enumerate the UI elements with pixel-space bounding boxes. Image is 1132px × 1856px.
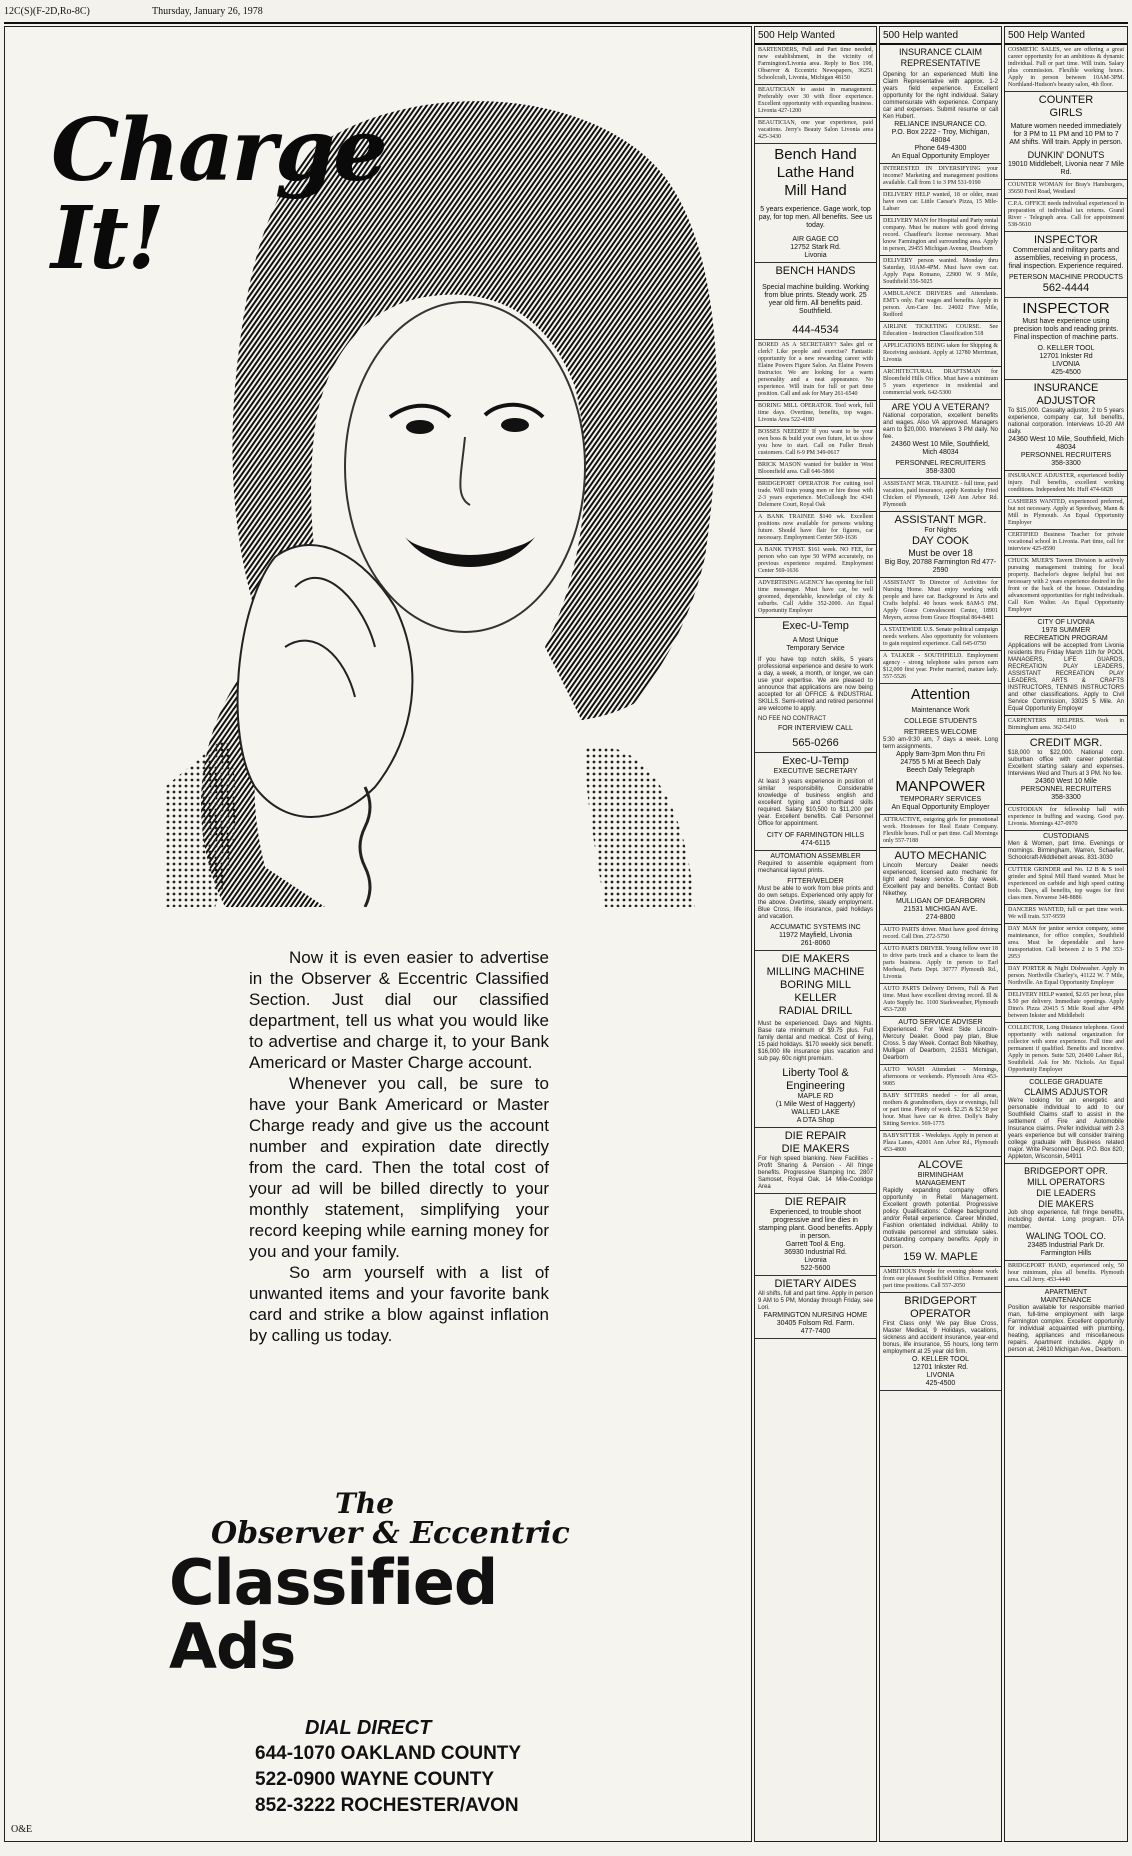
ad-body: Commercial and military parts and assemblies, receiving in process, final inspection. Experience required.	[1008, 247, 1124, 270]
ad-title: FITTER/WELDER	[787, 878, 844, 885]
ad-title: Exec-U-Temp	[782, 755, 849, 767]
classified-entry: CASHIERS WANTED, experienced preferred, but not necessary. Apply at Speedway, Mann & Mill in Plymouth. An Equal Opportunity Employer	[1005, 497, 1127, 530]
ad-phone: Phone 649-4300	[914, 145, 967, 152]
column-heading: 500 Help wanted	[880, 27, 1001, 45]
ad-note: Apply 9am-3pm Mon thru Fri	[896, 751, 985, 758]
ad-body: We're looking for an energetic and personable individual to add to our Southfield Claims staff to assist in the settlement of Fire and Automobile Insurance claims. Prefer individual with 2-3 years experience but will consider training college graduate with Business related major. Write Personnel Dept. P.O. Box 820, Appleton, Wisconsin, 54911	[1008, 1098, 1124, 1160]
display-ad-bench-hand	[755, 144, 876, 263]
classified-entry: AUTO WASH Attendant - Mornings, afternoons or weekends. Plymouth Area 453-9085	[880, 1065, 1001, 1091]
ad-phone: 565-0266	[792, 737, 839, 749]
classified-entry: DAY MAN for janitor service company, some maintenance, for office complex, Southfield area. Must be dependable and have transportation. Call between 2 to 5 PM 353-2953	[1005, 924, 1127, 964]
ad-company: PERSONNEL RECRUITERS	[895, 460, 986, 467]
ad-title: AUTO MECHANIC	[894, 850, 987, 862]
ad-address: MAPLE RD	[797, 1093, 834, 1100]
ad-city: WALLED LAKE	[791, 1109, 840, 1116]
logo-the: The	[335, 1487, 395, 1520]
ad-phone: 477-7400	[800, 1328, 831, 1335]
ad-phone: 425-4500	[1051, 369, 1081, 376]
ad-subtitle: Temporary Service	[786, 645, 845, 652]
ad-body: At least 3 years experience in position of similar responsibility. Considerable knowledge of business english and excellent typing and shorthand skills required. Salary $10,500 to $11,200 per year. Excellent benefits. Call Personnel Office for appointment.	[758, 779, 873, 827]
ad-title: DIE MAKERS	[1038, 1199, 1094, 1209]
classified-entry: BRIDGEPORT OPERATOR For cutting tool trade. Will train young men or hire those with 2-3 years experience. McCullough Inc 4341 Delemere Court, Royal Oak	[755, 479, 876, 512]
classified-entry: ATTRACTIVE, outgoing girls for promotional work. Hostesses for Real Estate Company. Flexible hours. Full or part time. Call Mornings only 557-7188	[880, 815, 1001, 848]
classified-entry: COUNTER WOMAN for Bray's Hamburgers, 35650 Ford Road, Westland	[1005, 180, 1127, 199]
classified-entry: CUTTER GRINDER and No. 12 B & S tool grinder and Spiral Mill Hand wanted. Must be experienced on carbide and high speed cutting tools. Days, all benefits, top wages for first class men. Novarese 348-8886	[1005, 865, 1127, 905]
display-ad-insurance-claim	[880, 45, 1001, 164]
display-ad-dietary-aides	[755, 1276, 876, 1339]
classified-entry: BABY SITTERS needed - for all areas, mothers & grandmothers, days or evenings, full or part time. Plenty of work. $2.25 & $2.50 per hour. Must have car & drive. Dolly's Baby Sitting Service. 569-1775	[880, 1091, 1001, 1131]
ad-subtitle: Maintenance Work	[911, 707, 970, 714]
phone-number: 852-3222	[255, 1795, 336, 1816]
display-ad-auto-mechanic	[880, 848, 1001, 925]
ad-company: MULLIGAN OF DEARBORN	[895, 898, 986, 905]
ad-title: ADJUSTOR	[1036, 395, 1096, 407]
headline-line-2: It!	[51, 188, 163, 289]
ad-body: National corporation, excellent benefits and wages. Also VA approved. Managers earn to $20,000. Interviews 3 PM daily. No fee.	[883, 413, 998, 440]
ad-address: 12752 Stark Rd.	[790, 244, 841, 251]
ad-phone: 358-3300	[925, 468, 956, 475]
ad-address: 36930 Industrial Rd.	[784, 1249, 847, 1256]
ad-title: ALCOVE	[918, 1159, 963, 1171]
ad-title: AUTOMATION ASSEMBLER	[770, 853, 861, 860]
ad-company: RELIANCE INSURANCE CO.	[894, 121, 987, 128]
ad-subtitle: MANAGEMENT	[915, 1180, 966, 1187]
logo-name: Observer & Eccentric	[211, 1516, 570, 1551]
ad-title: INSURANCE	[1033, 382, 1099, 394]
ad-title: OPERATOR	[910, 1308, 971, 1320]
ad-address: 12701 Inkster Rd.	[912, 1364, 969, 1371]
ad-company: WALING TOOL CO.	[1025, 1231, 1106, 1241]
display-ad-die-makers	[755, 951, 876, 1128]
classified-entry: AUTO PARTS Delivery Drivers, Full & Part time. Must have excellent driving record. Ill & Auto Supply Inc. 1100 Starkweather, Plymouth 453-7200	[880, 984, 1001, 1017]
classified-entry: BRICK MASON wanted for builder in West Bloomfield area. Call 646-5866	[755, 460, 876, 479]
ad-city: LIVONIA	[926, 1372, 955, 1379]
ad-body: First Class only! We pay Blue Cross, Master Medical, 9 Holidays, vacations, sickness and accident insurance, year-end bonus, life insurance, 55 hours, long term employment at 25 year old firm.	[883, 1321, 998, 1355]
phone-list	[255, 1741, 521, 1819]
ad-address: Beech Daly Telegraph	[906, 767, 975, 774]
classified-entry: APPLICATIONS BEING taken for Shipping & Receiving assistant. Apply at 12780 Merriman, Livonia	[880, 341, 1001, 367]
ad-title: Exec-U-Temp	[782, 620, 849, 632]
ad-title: CREDIT MGR.	[1029, 737, 1103, 749]
ad-title: Attention	[910, 686, 971, 703]
classified-entry: BARTENDERS, Full and Part time needed, new establishment, in the vicinity of Farmington/Livonia area. Reply to Box 198, Observer & Eccentric Newspapers, 36251 Schoolcraft, Livonia, Michigan 48150	[755, 45, 876, 85]
ad-address: 12701 Inkster Rd	[1039, 353, 1093, 360]
charge-it-advertisement	[4, 26, 752, 1842]
headline	[51, 100, 386, 289]
ad-subtitle: EXECUTIVE SECRETARY	[773, 768, 858, 775]
ad-subtitle: Must be over 18	[908, 548, 973, 558]
ad-body: Job shop experience, full fringe benefits, including dental. Long program. DTA member.	[1008, 1210, 1124, 1230]
classified-entry: DELIVERY person wanted. Monday thru Saturday, 10AM-4PM. Must have own car. Apply Papa Romano, 22900 W. 9 Mile, Southfield 356-5025	[880, 256, 1001, 289]
ad-body-copy	[249, 947, 549, 1346]
ad-title: DAY COOK	[911, 535, 970, 547]
display-ad-claims-adjustor	[1005, 1077, 1127, 1164]
classified-entry: BOSSES NEEDED! If you want to be your own boss & build your own future, let us show you how to start. Call on Fuller Brush customers. Call 6-9 PM 349-0617	[755, 427, 876, 460]
phone-row	[255, 1741, 521, 1767]
ad-title: INSPECTOR	[1034, 234, 1098, 246]
ad-phone: 274-8800	[925, 914, 956, 921]
ad-subtitle: RETIREES WELCOME	[903, 729, 978, 736]
classified-entry: DELIVERY HELP wanted, 18 or older, must have own car. Little Caesar's Pizza, 15 Mile-Lahser	[880, 190, 1001, 216]
ad-address: 24360 West 10 Mile, Southfield, Mich 48034	[891, 441, 990, 456]
ad-company: O. KELLER TOOL	[1037, 345, 1095, 352]
ad-title: MILL OPERATORS	[1027, 1177, 1105, 1187]
ad-body: Position available for responsible married man, full-time employment with large Farmington complex. Excellent opportunity for individual acquainted with plumbing, heating, appliances and miscellaneous repairs. Apartment includes. Apply in person at, 24610 Michigan Ave., Dearborn.	[1008, 1305, 1124, 1353]
ad-company: FARMINGTON NURSING HOME	[763, 1312, 868, 1319]
phone-area: OAKLAND COUNTY	[340, 1743, 522, 1764]
classified-column-1	[754, 26, 877, 1842]
classified-entry: COSMETIC SALES, we are offering a great career opportunity for an ambitious & dynamic individual. Full or part time. Will train. Salary plus commission. Flexible working hours. Apply in person between 10AM-3PM. Northland-Hudson's beauty salon, 4th floor.	[1005, 45, 1127, 92]
display-ad-waling-tool	[1005, 1164, 1127, 1261]
ad-title: AUTO SERVICE ADVISER	[898, 1019, 983, 1026]
classified-entry: COLLECTOR, Long Distance telephone. Good opportunity with national organization for collector with some experience. Full time and permanent if qualified. Benefits and incentive. Apply in person. Suite 520, 26400 Lahser Rd., Southfield. Ask for Mr. Nichols. An Equal Opportunity Employer	[1005, 1023, 1127, 1077]
classified-entry: CERTIFIED Business Teacher for private vocational school in Livonia. Part time, call for interview 425-8590	[1005, 530, 1127, 556]
phone-area: WAYNE COUNTY	[340, 1769, 495, 1790]
display-ad-inspector-1	[1005, 232, 1127, 298]
ad-city: Livonia	[804, 252, 827, 259]
phone-area: ROCHESTER/AVON	[340, 1795, 519, 1816]
display-ad-die-repair-1	[755, 1128, 876, 1194]
ad-company: Liberty Tool &	[782, 1067, 849, 1079]
classified-entry: A STATEWIDE U.S. Senate political campaign needs workers. Also opportunity for volunteers to gain required experience. Call 645-0750	[880, 625, 1001, 651]
ad-body: Lincoln Mercury Dealer needs experienced, licensed auto mechanic for light and heavy service. 5 day week. Excellent pay and benefits. Contact Bob Nikethey.	[883, 863, 998, 897]
display-ad-attention	[880, 684, 1001, 815]
classified-entry: DAY PORTER & Night Dishwasher. Apply in person. Northville Charley's, 41122 W. 7 Mile, Northville. An Equal Opportunity Employer	[1005, 964, 1127, 990]
display-ad-city-of-livonia	[1005, 617, 1127, 716]
ad-paragraph-1: Now it is even easier to advertise in the Observer & Eccentric Classified Section. Just dial our classified department, tell us what you would like to advertise and charge it, to your Bank Americard or Master Charge account.	[249, 948, 549, 1072]
phone-number: 522-0900	[255, 1769, 336, 1790]
ad-title: COUNTER	[1038, 94, 1094, 106]
ad-title: Lathe Hand	[776, 164, 855, 181]
ad-address: 24360 West 10 Mile	[1035, 778, 1097, 785]
ad-body: Must have experience using precision tools and reading prints. Final inspection of machine parts.	[1013, 318, 1119, 341]
classified-entry: INSURANCE ADJUSTER, experienced bodily injury. Full benefits, excellent working conditions. Independent Mr. Huff 474-6828	[1005, 471, 1127, 497]
ad-city: Livonia	[804, 1257, 827, 1264]
classified-entry: BEAUTICIAN to assist in management. Preferably over 30 with floor experience. Excellent opportunity with expanding business. Livonia 427-1200	[755, 85, 876, 118]
ad-title: 1978 SUMMER	[1041, 627, 1091, 634]
classified-entry: AMBULANCE DRIVERS and Attendants. EMT's only. Fair wages and benefits. Apply in person. Am-Care Inc. 24602 Five Mile, Redford	[880, 289, 1001, 322]
ad-address: 19010 Middlebelt, Livonia near 7 Mile Rd.	[1008, 161, 1124, 176]
phone-row	[255, 1793, 521, 1819]
ad-phone: 358-3300	[1051, 460, 1081, 467]
page-header	[4, 2, 1130, 24]
ad-city: LIVONIA	[1052, 361, 1080, 368]
ad-body: Special machine building. Working from blue prints. Steady work. 25 year old firm. All benefits paid. Southfield.	[762, 284, 869, 315]
ad-body: Experienced, to trouble shoot progressive and line dies in stamping plant. Good benefits. Apply in person.	[758, 1209, 873, 1240]
ad-body: Rapidly expanding company offers opportunity in Retail Management. Excellent growth potential. Progressive policy. Qualifications: College background and/or Retail experience. Career Minded, Fashion orientated individual. Ability to motivate personnel and stimulate sales. Outstanding company benefits. Apply in person.	[883, 1188, 998, 1250]
classified-entry: AIRLINE TICKETING COURSE. See Education - Instruction Classification 518	[880, 322, 1001, 341]
display-ad-apartment-maintenance	[1005, 1287, 1127, 1357]
display-ad-exec-secretary	[755, 753, 876, 851]
classified-column-2	[879, 26, 1002, 1842]
ad-address: 11972 Mayfield, Livonia	[778, 932, 853, 939]
ad-title: INSURANCE CLAIM	[898, 47, 982, 57]
display-ad-alcove	[880, 1157, 1001, 1267]
classified-entry: CUSTODIAN for fellowship hall with experience in buffing and waxing. Good pay. Livonia. Mornings 427-0970	[1005, 805, 1127, 831]
ad-address: 24755 5 Mi at Beech Daly	[900, 759, 981, 766]
ad-address: 24360 West 10 Mile, Southfield, Mich 48034	[1008, 436, 1124, 451]
classified-entry: CHUCK MUER'S Tavern Division is actively pursuing management training for local property. Bachelor's degree helpful but not necessary with 2 years experience desired in the front or the back of the house. Outstanding advancement opportunities for right individuals. Call Ken Walter. An Equal Opportunity Employer	[1005, 556, 1127, 617]
ad-paragraph-2: Whenever you call, be sure to have your Bank Americard or Master Charge ready and give us the account number and expiration date directly from the card. Then the total cost of your ad will be billed directly to your monthly statement, simplifying your record keeping while earning money for you and your family.	[249, 1074, 549, 1261]
ad-company: PERSONNEL RECRUITERS	[1020, 786, 1112, 793]
ad-phone: 358-3300	[1051, 794, 1081, 801]
ad-subtitle: A Most Unique	[792, 637, 839, 644]
ad-title: Mill Hand	[784, 182, 847, 199]
ad-company: MANPOWER	[895, 778, 986, 795]
ad-body: To $15,000. Casualty adjustor, 2 to 5 years experience, company car, full benefits, national corporation. Interviews 10-20 AM daily.	[1008, 408, 1124, 435]
ad-company: PETERSON MACHINE PRODUCTS	[1009, 274, 1123, 281]
classified-entry: CARPENTERS HELPERS. Work in Birmingham area. 362-5410	[1005, 716, 1127, 735]
classified-entry: BORING MILL OPERATOR. Tool work, full time days. Overtime, benefits, top wages. Livonia Area 522-4180	[755, 401, 876, 427]
ad-body: Experienced. For West Side Lincoln-Mercury Dealer. Good pay plan, Blue Cross. 5 day Week. Contact Bob Nikethey, Mulligan of Dearborn, 21531 Michigan, Dearborn	[883, 1027, 998, 1061]
phone-row	[255, 1767, 521, 1793]
display-ad-veteran	[880, 400, 1001, 479]
ad-address: 23485 Industrial Park Dr.	[1027, 1242, 1105, 1249]
classified-entry: AUTO PARTS DRIVER. Young fellow over 18 to drive parts truck and a chance to learn the parts business. Apply in person to Earl Morhead, Parts Dept. 30777 Plymouth Rd., Livonia	[880, 944, 1001, 984]
ad-body: Must be able to work from blue prints and do own setups. Experienced only apply for the above. Overtime, steady employment. Blue Cross, life insurance, paid holidays and vacation.	[758, 886, 873, 920]
classified-entry: BORED AS A SECRETARY? Sales girl or clerk? Like people and exercise? Fantastic opportunity for a new rewarding career with Elaine Powers Figure Salon. An Elaine Powers Instructor. We are looking for a warm personality and a neat appearance. No experience. Will train for full or part time position. Call and ask for Mary 261-6540	[755, 340, 876, 401]
display-ad-automation	[755, 851, 876, 951]
ad-body: Men & Women, part time. Evenings or mornings. Birmingham, Warren, Schaefer, Schoolcraft-Middlebelt areas. 831-3030	[1008, 841, 1124, 861]
ad-title: CLAIMS ADJUSTOR	[1024, 1087, 1108, 1097]
column-heading: 500 Help Wanted	[1005, 27, 1127, 45]
ad-address: 21531 MICHIGAN AVE.	[903, 906, 978, 913]
display-ad-insurance-adjustor	[1005, 380, 1127, 471]
ad-subtitle: For Nights	[924, 527, 957, 534]
ad-address: P.O. Box 2222 - Troy, Michigan, 48084	[891, 129, 990, 144]
ad-note: An Equal Opportunity Employer	[891, 153, 990, 160]
ad-title: BENCH HANDS	[775, 265, 856, 277]
ad-phone: 444-4534	[792, 324, 839, 336]
display-ad-credit-mgr	[1005, 735, 1127, 805]
ad-address: (1 Mile West of Haggerty)	[775, 1101, 856, 1108]
ad-body: Mature women needed immediately for 3 PM to 11 PM and 10 PM to 7 AM shifts. Will train. Apply in person.	[1009, 123, 1123, 146]
classified-entry: ADVERTISING AGENCY has opening for full time messenger. Must have car, be well groomed, dependable, knowledge of city & suburbs. Call Addie 352-2000. An Equal Opportunity Employer	[755, 578, 876, 618]
ad-title: Bench Hand	[774, 146, 857, 163]
ad-body: Must be experienced. Days and Nights. Base rate minimum of $9.75 plus. Full family dental and medical. Cost of living, 15 paid holidays. $170 weekly sick benefit. $16,000 life insurance plus vacation and sub pay. 60c night premium.	[758, 1021, 873, 1062]
ad-company: O. KELLER TOOL	[912, 1356, 969, 1363]
display-ad-service-adviser	[880, 1017, 1001, 1065]
ad-note: A DTA Shop	[796, 1117, 835, 1124]
ad-title: MILLING MACHINE	[766, 966, 865, 978]
ad-phone: 562-4444	[1042, 282, 1090, 294]
display-ad-bridgeport-operator	[880, 1293, 1001, 1391]
ad-title: REPRESENTATIVE	[900, 58, 981, 68]
classified-entry: A BANK TRAINEE $140 wk. Excellent positions now available for persons wishing future. Should have flair for figures, car necessary. Employment Center 569-1636	[755, 512, 876, 545]
ad-title: RADIAL DRILL	[778, 1005, 853, 1017]
classified-entry: DELIVERY MAN for Hospital and Party rental company. Must be mature with good driving record. Chauffeur's license necessary. Must know Farmington and surrounding area. Apply in person, 29455 Michigan Avenue, Dearborn	[880, 216, 1001, 256]
ad-phone: 425-4500	[925, 1380, 956, 1387]
ad-title: APARTMENT	[1044, 1289, 1088, 1296]
ad-company: CITY OF FARMINGTON HILLS	[766, 832, 865, 839]
phone-number: 644-1070	[255, 1743, 336, 1764]
ad-paragraph-3: So arm yourself with a list of unwanted items and your favorite bank card and strike a blow against inflation by calling us today.	[249, 1263, 549, 1345]
ad-body: All shifts, full and part time. Apply in person 9 AM to 5 PM, Monday through Friday, see Lori.	[758, 1291, 873, 1311]
ad-body: 5 years experience. Gage work, top pay, for top men. All benefits. See us today.	[758, 206, 873, 229]
ad-title: DIE REPAIR	[784, 1196, 847, 1208]
ad-company: Big Boy, 20788 Farmington Rd 477-2590	[884, 559, 997, 574]
logo-classified-ads: Classified Ads	[169, 1546, 498, 1683]
footer-mark: O&E	[11, 1824, 33, 1835]
ad-company: PERSONNEL RECRUITERS	[1020, 452, 1112, 459]
ad-title: GIRLS	[1049, 107, 1083, 119]
classified-entry: DANCERS WANTED, full or part time work. We will train. 537-9559	[1005, 905, 1127, 924]
classified-entry: BABYSITTER - Weekdays. Apply in person at Plaza Lanes, 42001 Ann Arbor Rd., Plymouth 453-4800	[880, 1131, 1001, 1157]
ad-title: DIE MAKERS	[781, 1143, 850, 1155]
ad-company: Garrett Tool & Eng.	[785, 1241, 846, 1248]
ad-title: BORING MILL	[780, 979, 851, 991]
header-rule	[4, 22, 1128, 24]
display-ad-counter-girls	[1005, 92, 1127, 180]
ad-title: CUSTODIANS	[1043, 833, 1089, 840]
ad-phone: 522-5600	[800, 1265, 831, 1272]
ad-body: 5:30 am-9:30 am, 7 days a week. Long term assignments.	[883, 737, 998, 750]
classified-entry: C.P.A. OFFICE needs individual experienced in preparation of individual tax returns. Grand River - Telegraph area. Call for appointment 538-5610	[1005, 199, 1127, 232]
display-ad-assistant-mgr	[880, 512, 1001, 578]
display-ad-die-repair-2	[755, 1194, 876, 1276]
ad-subtitle: TEMPORARY SERVICES	[899, 796, 982, 803]
ad-company: AIR GAGE CO	[792, 236, 839, 243]
ad-body: Applications will be accepted from Livonia residents thru Friday March 11th for POOL MANAGERS, LIFE GUARDS, RECREATION PLAY LEADERS, ASSISTANT RECREATION PLAY LEADERS, ARTS & CRAFTS INSTRUCTORS, TENNIS INSTRUCTORS and other classifications. Apply to Civil Service Commission, 33025 5 Mile. An Equal Opportunity Employer	[1008, 643, 1124, 712]
display-ad-inspector-2	[1005, 298, 1127, 380]
ad-subtitle: BIRMINGHAM	[917, 1172, 964, 1179]
classified-entry: INTERESTED IN DIVERSIFYING your income? Marketing and management positions available. Call from 1 to 3 PM 531-9190	[880, 164, 1001, 190]
ad-title: CITY OF LIVONIA	[1037, 619, 1095, 626]
ad-body: $18,000 to $22,000. National corp. suburban office with career potential. Excellent starting salary and expenses. Interviews Wed and Thurs at 3 PM. No fee.	[1008, 750, 1124, 777]
page-date: Thursday, January 26, 1978	[152, 6, 263, 17]
dial-direct-label: DIAL DIRECT	[305, 1717, 432, 1739]
ad-address: 30405 Folsom Rd. Farm.	[776, 1320, 855, 1327]
observer-eccentric-logo	[165, 1487, 585, 1683]
display-ad-custodians	[1005, 831, 1127, 865]
ad-title: ARE YOU A VETERAN?	[891, 402, 990, 412]
classified-entry: ASSISTANT To Director of Activities for Nursing Home. Must enjoy working with people and have car. Background in Arts and Crafts helpful. 40 hours week 8AM-5 PM. Apply Grace Convalescent Center, 18901 Meyers, across from Grace Hospital 864-8481	[880, 578, 1001, 625]
headline-line-1: Charge	[51, 100, 386, 201]
classified-entry: BEAUTICIAN, one year experience, paid vacations. Jerry's Beauty Salon Livonia area 425-3430	[755, 118, 876, 144]
classified-entry: A TALKER - SOUTHFIELD. Employment agency - strong telephone sales person earn $12,000 first year. Prefer married, mature lady. 557-5526	[880, 651, 1001, 684]
ad-title: ASSISTANT MGR.	[894, 514, 987, 526]
ad-title: DIE MAKERS	[781, 953, 850, 965]
ad-body: Opening for an experienced Multi line Claim Representative with approx. 1-2 years field experience. Excellent opportunity for the right individual. Salary commensurate with experience. Company car and expenses. Submit resume or call Ken Hubert.	[883, 72, 998, 120]
classified-entry: ASSISTANT MGR. TRAINEE - full time, paid vacation, paid insurance, apply Kentucky Fried Chicken of Plymouth, 1249 Ann Arbor Rd. Plymouth	[880, 479, 1001, 512]
ad-title: DIE REPAIR	[784, 1130, 847, 1142]
classified-entry: DELIVERY HELP wanted, $2.65 per hour, plus $.50 per delivery. Immediate openings. Apply Dino's Pizza 20415 5 Mile Road after 4PM between Inkster and Middlebelt	[1005, 990, 1127, 1023]
ad-title: INSPECTOR	[1022, 300, 1110, 317]
ad-title: RECREATION PROGRAM	[1024, 635, 1108, 642]
ad-note: NO FEE NO CONTRACT	[758, 716, 827, 722]
classified-entry: BRIDGEPORT HAND, experienced only, 50 hour minimum, plus all benefits. Plymouth area. Call Jerry. 453-4440	[1005, 1261, 1127, 1287]
ad-note: FOR INTERVIEW CALL	[778, 725, 853, 732]
ad-title: BRIDGEPORT OPR.	[1024, 1166, 1108, 1176]
ad-company: Engineering	[786, 1080, 845, 1092]
ad-phone: 474-6115	[800, 840, 831, 847]
ad-city: Farmington Hills	[1040, 1250, 1092, 1257]
ad-company: ACCUMATIC SYSTEMS INC	[770, 924, 861, 931]
ad-address: 159 W. MAPLE	[903, 1251, 978, 1263]
classified-entry: ARCHITECTURAL DRAFTSMAN for Bloomfield Hills Office. Must have a minimum 5 years experience in residential and commercial work. 642-5300	[880, 367, 1001, 400]
column-heading: 500 Help Wanted	[755, 27, 876, 45]
ad-phone: 261-8060	[800, 940, 831, 947]
ad-subtitle: COLLEGE GRADUATE	[1029, 1079, 1103, 1086]
ad-title: BRIDGEPORT	[904, 1295, 977, 1307]
ad-note: An Equal Opportunity Employer	[891, 804, 990, 811]
ad-title: DIETARY AIDES	[774, 1278, 857, 1290]
classified-entry: A BANK TYPIST. $161 week. NO FEE, for person who can type 50 WPM accurately, no previous experience required. Employment Center 569-1636	[755, 545, 876, 578]
ad-body: If you have top notch skills, 5 years professional experience and desire to work a day, a week, a month, or longer, we can use your expertise. We are pleased to announce that applications are now being accepted for all OFFICE & INDUSTRIAL SKILLS. Semi-retired and retired personnel are welcome to apply.	[758, 657, 873, 712]
classified-column-3	[1004, 26, 1128, 1842]
ad-body: For high speed blanking. New Facilities - Profit Sharing & Pension - All fringe benefits. Progressive Stamping Inc. 2807 Samoset, Royal Oak. 14 Mile-Coolidge Area	[758, 1156, 873, 1190]
ad-body: Required to assemble equipment from mechanical layout prints.	[758, 861, 873, 874]
ad-title: MAINTENANCE	[1040, 1297, 1092, 1304]
classified-entry: AUTO PARTS driver. Must have good driving record. Call Don. 272-5750	[880, 925, 1001, 944]
ad-subtitle: COLLEGE STUDENTS	[904, 718, 977, 725]
ad-title: KELLER	[794, 992, 837, 1004]
ad-company: DUNKIN' DONUTS	[1027, 150, 1105, 160]
classified-entry: AMBITIOUS People for evening phone work from our pleasant Southfield Office. Permanent part time positions. Call 557-2050	[880, 1267, 1001, 1293]
ad-title: DIE LEADERS	[1036, 1188, 1096, 1198]
display-ad-bench-hands	[755, 263, 876, 340]
page-folio: 12C(S)(F-2D,Ro-8C)	[4, 6, 90, 17]
display-ad-exec-u-temp	[755, 618, 876, 753]
